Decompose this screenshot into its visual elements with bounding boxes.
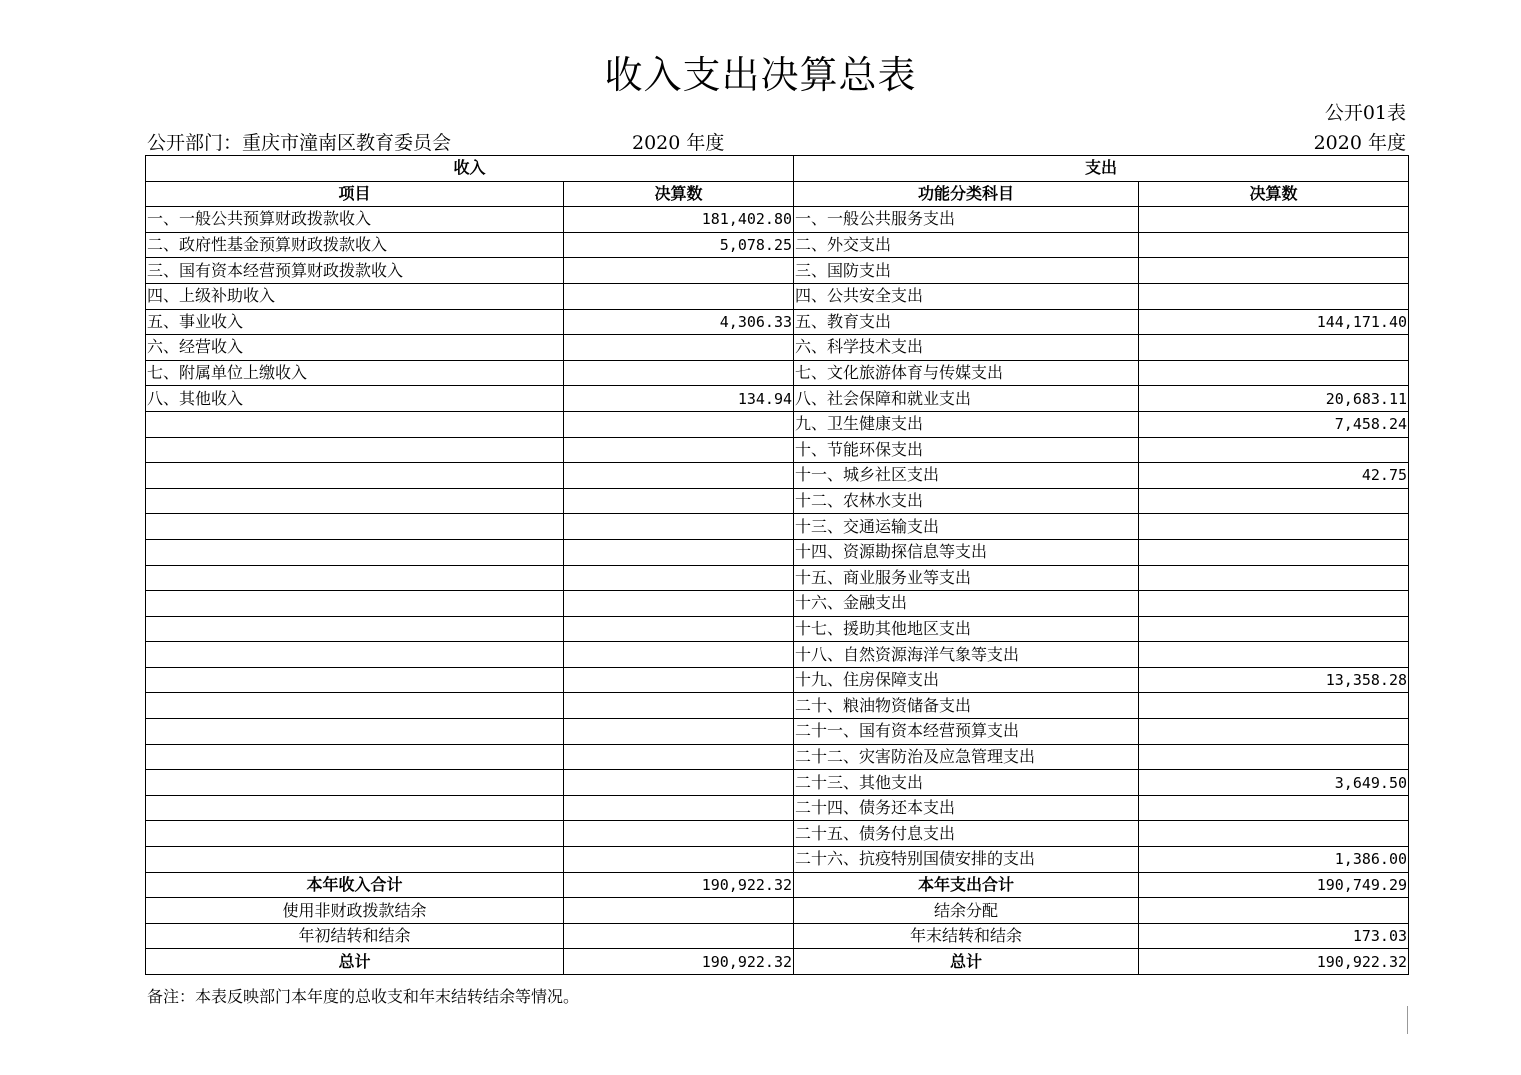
expense-item-cell: 二十三、其他支出 xyxy=(794,770,1139,796)
table-row xyxy=(146,539,1409,565)
income-item-cell: 三、国有资本经营预算财政拨款收入 xyxy=(146,258,564,284)
income-amount-cell: 134.94 xyxy=(564,386,794,412)
expense-amount-cell xyxy=(1139,283,1409,309)
column-header-row xyxy=(146,181,1409,207)
expense-amount-cell: 20,683.11 xyxy=(1139,386,1409,412)
table-row xyxy=(146,488,1409,514)
expense-amount-cell xyxy=(1139,207,1409,233)
expense-item-cell: 二十五、债务付息支出 xyxy=(794,821,1139,847)
expense-amount-cell xyxy=(1139,719,1409,745)
summary-row xyxy=(146,872,1409,898)
table-row xyxy=(146,258,1409,284)
expense-item-cell: 四、公共安全支出 xyxy=(794,283,1139,309)
income-summary-label: 使用非财政拨款结余 xyxy=(146,898,564,924)
expense-item-cell: 十九、住房保障支出 xyxy=(794,667,1139,693)
expense-item-cell: 二、外交支出 xyxy=(794,232,1139,258)
expense-summary-label: 结余分配 xyxy=(794,898,1139,924)
income-item-cell xyxy=(146,437,564,463)
expense-amount-cell xyxy=(1139,821,1409,847)
expense-amount-cell xyxy=(1139,591,1409,617)
table-row xyxy=(146,847,1409,873)
expense-item-cell: 二十、粮油物资储备支出 xyxy=(794,693,1139,719)
table-row xyxy=(146,616,1409,642)
expense-summary-amount: 173.03 xyxy=(1139,923,1409,949)
income-item-cell xyxy=(146,411,564,437)
expense-item-cell: 十二、农林水支出 xyxy=(794,488,1139,514)
expense-amount-cell xyxy=(1139,232,1409,258)
expense-item-cell: 十五、商业服务业等支出 xyxy=(794,565,1139,591)
income-item-cell xyxy=(146,539,564,565)
expense-item-cell: 十三、交通运输支出 xyxy=(794,514,1139,540)
expense-amount-cell xyxy=(1139,642,1409,668)
table-row xyxy=(146,591,1409,617)
expense-item-cell: 十六、金融支出 xyxy=(794,591,1139,617)
expense-item-cell: 二十二、灾害防治及应急管理支出 xyxy=(794,744,1139,770)
income-item-cell: 八、其他收入 xyxy=(146,386,564,412)
income-item-cell xyxy=(146,642,564,668)
expense-amount-cell xyxy=(1139,565,1409,591)
expense-summary-label: 年末结转和结余 xyxy=(794,923,1139,949)
expense-item-cell: 五、教育支出 xyxy=(794,309,1139,335)
income-item-cell xyxy=(146,667,564,693)
expense-amount-cell xyxy=(1139,335,1409,361)
expense-amount-column-header: 决算数 xyxy=(1139,181,1409,207)
income-amount-cell xyxy=(564,565,794,591)
income-item-cell: 五、事业收入 xyxy=(146,309,564,335)
function-category-column-header: 功能分类科目 xyxy=(794,181,1139,207)
table-row xyxy=(146,693,1409,719)
income-item-cell xyxy=(146,565,564,591)
expense-item-cell: 七、文化旅游体育与传媒支出 xyxy=(794,360,1139,386)
income-summary-amount xyxy=(564,898,794,924)
income-item-cell xyxy=(146,719,564,745)
income-item-cell xyxy=(146,488,564,514)
income-summary-label: 总计 xyxy=(146,949,564,975)
income-item-cell xyxy=(146,463,564,489)
income-amount-cell: 5,078.25 xyxy=(564,232,794,258)
expense-item-cell: 十一、城乡社区支出 xyxy=(794,463,1139,489)
expense-item-cell: 二十六、抗疫特别国债安排的支出 xyxy=(794,847,1139,873)
table-row xyxy=(146,437,1409,463)
income-item-cell xyxy=(146,591,564,617)
income-summary-label: 年初结转和结余 xyxy=(146,923,564,949)
expense-item-cell: 一、一般公共服务支出 xyxy=(794,207,1139,233)
income-amount-cell xyxy=(564,335,794,361)
expense-summary-amount xyxy=(1139,898,1409,924)
summary-row xyxy=(146,923,1409,949)
income-amount-cell xyxy=(564,847,794,873)
table-row xyxy=(146,642,1409,668)
expense-summary-amount: 190,922.32 xyxy=(1139,949,1409,975)
income-summary-amount: 190,922.32 xyxy=(564,949,794,975)
income-amount-cell xyxy=(564,591,794,617)
income-amount-cell xyxy=(564,463,794,489)
table-row xyxy=(146,565,1409,591)
section-header-row xyxy=(146,156,1409,182)
income-amount-cell xyxy=(564,437,794,463)
fiscal-year-center: 2020 年度 xyxy=(632,132,725,154)
table-row xyxy=(146,667,1409,693)
income-summary-label: 本年收入合计 xyxy=(146,872,564,898)
table-row xyxy=(146,232,1409,258)
expense-item-cell: 十七、援助其他地区支出 xyxy=(794,616,1139,642)
income-item-cell xyxy=(146,795,564,821)
income-item-cell xyxy=(146,616,564,642)
expense-item-cell: 三、国防支出 xyxy=(794,258,1139,284)
income-item-cell: 二、政府性基金预算财政拨款收入 xyxy=(146,232,564,258)
table-row xyxy=(146,744,1409,770)
income-amount-cell: 4,306.33 xyxy=(564,309,794,335)
expense-item-cell: 二十四、债务还本支出 xyxy=(794,795,1139,821)
department-label: 公开部门：重庆市潼南区教育委员会 xyxy=(147,132,452,154)
table-code: 公开01表 xyxy=(1324,102,1406,124)
income-expense-table xyxy=(145,155,1409,975)
income-summary-amount: 190,922.32 xyxy=(564,872,794,898)
table-row xyxy=(146,719,1409,745)
summary-row xyxy=(146,949,1409,975)
expense-summary-amount: 190,749.29 xyxy=(1139,872,1409,898)
expense-amount-cell xyxy=(1139,693,1409,719)
expense-amount-cell: 13,358.28 xyxy=(1139,667,1409,693)
income-item-cell xyxy=(146,744,564,770)
expense-item-cell: 六、科学技术支出 xyxy=(794,335,1139,361)
income-amount-cell xyxy=(564,411,794,437)
income-amount-cell xyxy=(564,258,794,284)
income-amount-cell xyxy=(564,360,794,386)
table-row xyxy=(146,821,1409,847)
expense-amount-cell xyxy=(1139,795,1409,821)
expense-amount-cell xyxy=(1139,360,1409,386)
item-column-header: 项目 xyxy=(146,181,564,207)
income-amount-cell xyxy=(564,770,794,796)
expense-amount-cell xyxy=(1139,744,1409,770)
income-amount-cell xyxy=(564,514,794,540)
table-row xyxy=(146,283,1409,309)
income-summary-amount xyxy=(564,923,794,949)
expense-amount-cell xyxy=(1139,258,1409,284)
income-section-header: 收入 xyxy=(146,156,794,182)
expense-item-cell: 八、社会保障和就业支出 xyxy=(794,386,1139,412)
expense-amount-cell xyxy=(1139,616,1409,642)
expense-amount-cell: 144,171.40 xyxy=(1139,309,1409,335)
table-row xyxy=(146,360,1409,386)
expense-item-cell: 十四、资源勘探信息等支出 xyxy=(794,539,1139,565)
table-row xyxy=(146,335,1409,361)
income-item-cell: 六、经营收入 xyxy=(146,335,564,361)
income-amount-cell: 181,402.80 xyxy=(564,207,794,233)
income-item-cell xyxy=(146,821,564,847)
expense-summary-label: 本年支出合计 xyxy=(794,872,1139,898)
expense-amount-cell xyxy=(1139,437,1409,463)
table-row xyxy=(146,795,1409,821)
expense-item-cell: 九、卫生健康支出 xyxy=(794,411,1139,437)
expense-amount-cell xyxy=(1139,514,1409,540)
expense-item-cell: 二十一、国有资本经营预算支出 xyxy=(794,719,1139,745)
expense-section-header: 支出 xyxy=(794,156,1409,182)
income-item-cell: 一、一般公共预算财政拨款收入 xyxy=(146,207,564,233)
table-row xyxy=(146,770,1409,796)
page-edge-line xyxy=(1407,1006,1408,1034)
footnote: 备注：本表反映部门本年度的总收支和年末结转结余等情况。 xyxy=(147,987,580,1006)
page-title: 收入支出决算总表 xyxy=(604,53,917,97)
fiscal-year-right: 2020 年度 xyxy=(1313,132,1406,154)
income-amount-cell xyxy=(564,744,794,770)
income-amount-column-header: 决算数 xyxy=(564,181,794,207)
income-item-cell: 七、附属单位上缴收入 xyxy=(146,360,564,386)
income-item-cell xyxy=(146,693,564,719)
expense-amount-cell xyxy=(1139,539,1409,565)
table-row xyxy=(146,309,1409,335)
income-item-cell xyxy=(146,514,564,540)
income-amount-cell xyxy=(564,821,794,847)
expense-amount-cell: 1,386.00 xyxy=(1139,847,1409,873)
table-row xyxy=(146,386,1409,412)
income-amount-cell xyxy=(564,719,794,745)
income-amount-cell xyxy=(564,667,794,693)
income-amount-cell xyxy=(564,795,794,821)
income-item-cell xyxy=(146,770,564,796)
income-amount-cell xyxy=(564,283,794,309)
expense-summary-label: 总计 xyxy=(794,949,1139,975)
table-row xyxy=(146,411,1409,437)
income-item-cell xyxy=(146,847,564,873)
income-amount-cell xyxy=(564,693,794,719)
expense-amount-cell: 3,649.50 xyxy=(1139,770,1409,796)
summary-row xyxy=(146,898,1409,924)
table-row xyxy=(146,514,1409,540)
income-amount-cell xyxy=(564,616,794,642)
expense-amount-cell: 7,458.24 xyxy=(1139,411,1409,437)
income-amount-cell xyxy=(564,488,794,514)
expense-amount-cell xyxy=(1139,488,1409,514)
income-amount-cell xyxy=(564,539,794,565)
table-row xyxy=(146,463,1409,489)
income-amount-cell xyxy=(564,642,794,668)
table-row xyxy=(146,207,1409,233)
expense-item-cell: 十、节能环保支出 xyxy=(794,437,1139,463)
expense-amount-cell: 42.75 xyxy=(1139,463,1409,489)
expense-item-cell: 十八、自然资源海洋气象等支出 xyxy=(794,642,1139,668)
income-item-cell: 四、上级补助收入 xyxy=(146,283,564,309)
